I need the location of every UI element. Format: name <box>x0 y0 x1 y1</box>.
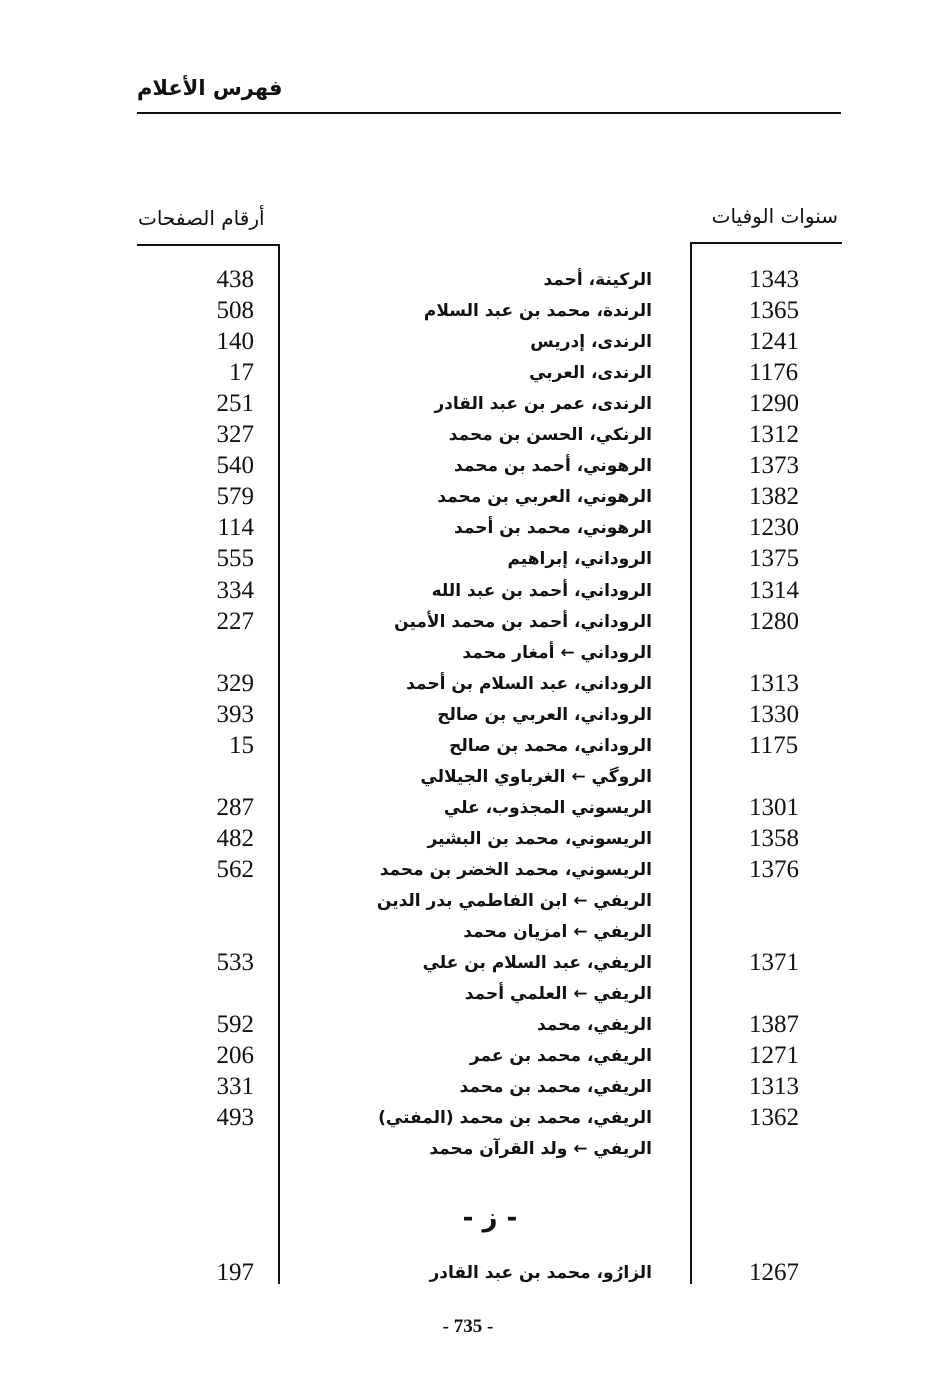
index-entry <box>0 544 936 574</box>
name-cell: الرهوني، العربي بن محمد <box>437 487 652 508</box>
name-cell: الروداني، العربي بن صالح <box>437 704 652 725</box>
index-entry <box>0 1041 936 1071</box>
page-number-cell: 482 <box>216 824 254 852</box>
index-entry <box>0 607 936 637</box>
index-entry <box>0 638 936 668</box>
name-cell: الركينة، أحمد <box>543 270 652 290</box>
page-number: - 735 - <box>442 1316 494 1337</box>
top-rule <box>137 112 841 114</box>
page-number-cell: 17 <box>229 359 254 387</box>
pages-column-header: أرقام الصفحات <box>138 206 265 230</box>
death-year-cell: 1387 <box>749 1011 799 1039</box>
death-year-cell: 1271 <box>749 1042 799 1070</box>
name-cell: الريفي، محمد بن عمر <box>469 1046 652 1067</box>
page-number-cell: 329 <box>216 669 254 697</box>
death-year-cell: 1312 <box>749 421 799 449</box>
index-entry <box>0 358 936 388</box>
index-entry <box>0 1072 936 1102</box>
page-number-cell: 287 <box>216 793 254 821</box>
name-cell: الرندى، إدريس <box>530 332 652 353</box>
page-number-cell: 206 <box>216 1042 254 1070</box>
page-number-cell: 140 <box>216 328 254 356</box>
name-cell: الروداني، إبراهيم <box>507 549 652 570</box>
page-number-cell: 327 <box>216 421 254 449</box>
name-cell: الريسوني المجذوب، علي <box>443 797 652 818</box>
name-cell: الرهوني، أحمد بن محمد <box>454 456 652 477</box>
name-cell: الروداني ← أمغار محمد <box>462 642 652 663</box>
page-number-cell: 508 <box>216 297 254 325</box>
page-number-cell: 331 <box>216 1073 254 1101</box>
page-number-cell: 540 <box>216 452 254 480</box>
death-year-cell: 1280 <box>749 607 799 635</box>
death-year-cell: 1301 <box>749 793 799 821</box>
name-cell: الروداني، أحمد بن عبد الله <box>431 580 652 601</box>
name-cell: الريسوني، محمد الخضر بن محمد <box>379 859 652 880</box>
death-year-cell: 1313 <box>749 669 799 697</box>
name-cell: الروداني، محمد بن صالح <box>449 735 652 756</box>
death-year-cell: 1343 <box>749 266 799 293</box>
death-year-cell: 1176 <box>749 359 799 387</box>
index-entry <box>0 327 936 357</box>
death-year-cell: 1358 <box>749 824 799 852</box>
name-cell: الريفي، محمد <box>537 1015 652 1036</box>
name-cell: الرندى، عمر بن عبد القادر <box>434 394 652 415</box>
name-cell: الريفي ← ابن الفاطمي بدر الدين <box>376 891 652 911</box>
death-year-cell: 1314 <box>749 576 799 604</box>
death-year-cell: 1382 <box>749 483 799 511</box>
death-year-cell: 1330 <box>749 700 799 728</box>
years-column-header: سنوات الوفيات <box>711 204 838 228</box>
name-cell: الروداني، أحمد بن محمد الأمين <box>394 611 652 632</box>
page-number-cell: 15 <box>229 731 254 759</box>
index-entry <box>0 265 936 295</box>
index-entry <box>0 1010 936 1040</box>
running-head: فهرس الأعلام <box>137 76 283 100</box>
index-entry <box>0 451 936 481</box>
page-number-cell: 592 <box>216 1011 254 1039</box>
death-year-cell: 1290 <box>749 390 799 418</box>
index-entry <box>0 917 936 947</box>
death-year-cell: 1313 <box>749 1073 799 1101</box>
index-entry <box>0 669 936 699</box>
page-number-cell: 562 <box>216 855 254 883</box>
index-entry <box>0 886 936 916</box>
index-entry <box>0 762 936 792</box>
page-number-cell: 251 <box>216 390 254 418</box>
name-cell: الروگي ← الغرباوي الجيلالي <box>420 766 652 787</box>
index-entry <box>0 793 936 823</box>
name-cell: الريفي ← العلمي أحمد <box>464 984 652 1005</box>
index-entry <box>0 1134 936 1164</box>
index-entry <box>0 482 936 512</box>
death-year-cell: 1241 <box>749 328 799 356</box>
index-entry <box>0 855 936 885</box>
death-year-cell: 1175 <box>749 731 799 759</box>
index-entry <box>0 296 936 326</box>
name-cell: الرهوني، محمد بن أحمد <box>454 518 652 539</box>
page-number-cell: 438 <box>216 266 254 293</box>
years-column-rule-top <box>690 242 842 244</box>
death-year-cell: 1373 <box>749 452 799 480</box>
index-entry <box>0 979 936 1009</box>
index-entry <box>0 1103 936 1133</box>
death-year-cell: 1230 <box>749 514 799 542</box>
death-year-cell: 1376 <box>749 855 799 883</box>
page-number-cell: 533 <box>216 949 254 977</box>
index-entry <box>0 513 936 543</box>
death-year-cell: 1371 <box>749 949 799 977</box>
page-number-cell: 555 <box>216 545 254 573</box>
index-entry <box>0 420 936 450</box>
pages-column-rule-top <box>137 244 280 246</box>
name-cell: الرندة، محمد بن عبد السلام <box>423 301 652 322</box>
death-year-cell: 1375 <box>749 545 799 573</box>
name-cell: الريفي ← امزيان محمد <box>463 922 652 943</box>
page-number-cell: 579 <box>216 483 254 511</box>
name-cell: الرنكي، الحسن بن محمد <box>448 425 652 446</box>
index-entry <box>0 824 936 854</box>
page-number-cell: 393 <box>216 700 254 728</box>
page-number-cell: 227 <box>216 607 254 635</box>
section-letter: - ز - <box>462 1203 518 1233</box>
page-number-cell: 493 <box>216 1104 254 1132</box>
name-cell: الزارُو، محمد بن عبد القادر <box>429 1263 652 1283</box>
name-cell: الريفي ← ولد القرآن محمد <box>429 1139 652 1160</box>
page-number-cell: 197 <box>216 1259 254 1286</box>
index-entry <box>0 1258 936 1288</box>
index-entry <box>0 700 936 730</box>
name-cell: الريفي، محمد بن محمد <box>459 1077 652 1098</box>
death-year-cell: 1267 <box>749 1259 799 1286</box>
death-year-cell: 1362 <box>749 1104 799 1132</box>
index-entry <box>0 576 936 606</box>
name-cell: الريسوني، محمد بن البشير <box>427 828 652 849</box>
index-entry <box>0 948 936 978</box>
name-cell: الريفي، عبد السلام بن علي <box>422 953 652 974</box>
page-number-cell: 114 <box>217 514 254 542</box>
page-number-cell: 334 <box>216 576 254 604</box>
death-year-cell: 1365 <box>749 297 799 325</box>
name-cell: الريفي، محمد بن محمد (المفتي) <box>378 1108 652 1129</box>
name-cell: الرندى، العربي <box>529 363 652 384</box>
index-entry <box>0 389 936 419</box>
name-cell: الروداني، عبد السلام بن أحمد <box>406 673 652 694</box>
index-entry <box>0 731 936 761</box>
